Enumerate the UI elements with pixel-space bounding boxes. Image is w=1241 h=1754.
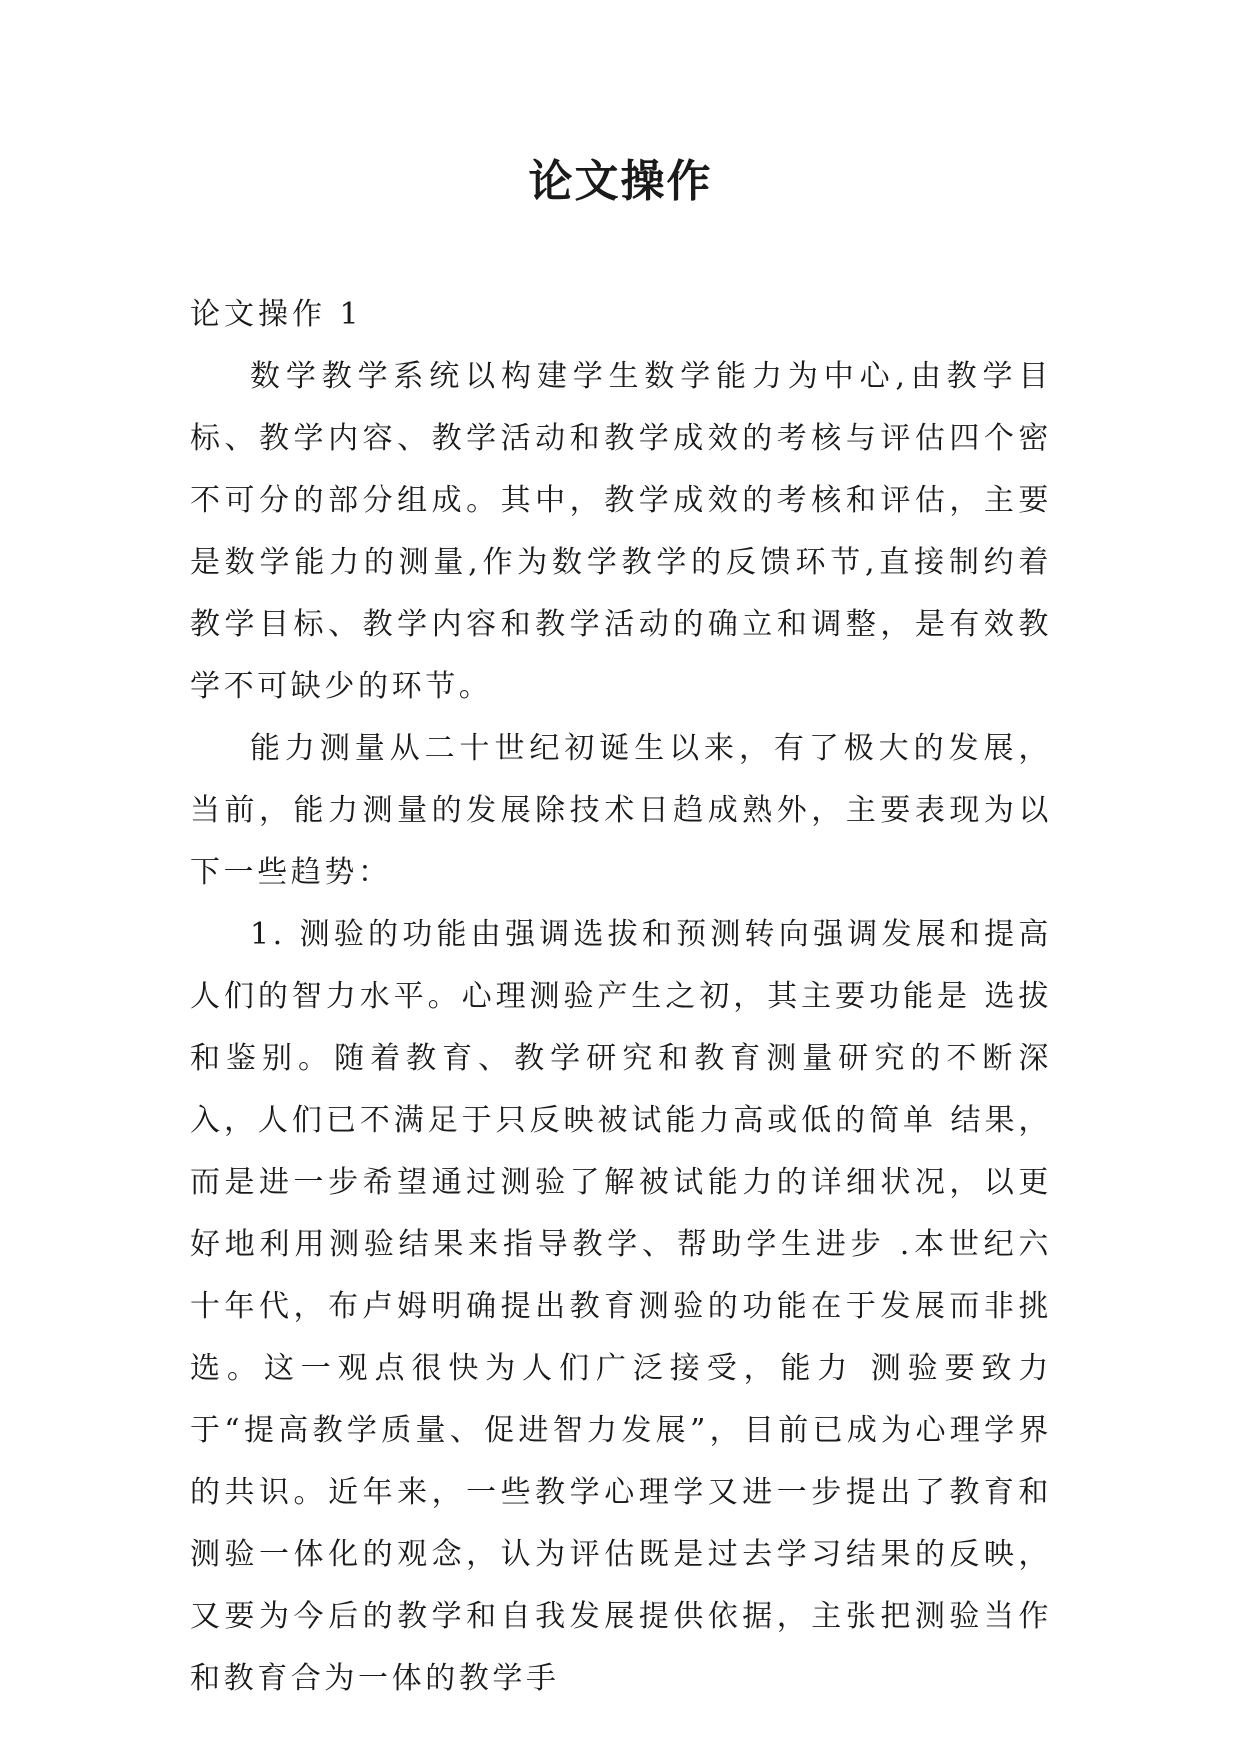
document-body	[190, 346, 1052, 1710]
paragraph: 能力测量从二十世纪初诞生以来，有了极大的发展，当前，能力测量的发展除技术日趋成熟外，主要表现为以下一些趋势：	[190, 731, 1052, 890]
paragraph: 数学教学系统以构建学生数学能力为中心,由教学目标、教学内容、教学活动和教学成效的考核与评估四个密不可分的部分组成。其中，教学成效的考核和评估，主要是数学能力的测量,作为数学教学的反馈环节,直接制约着教学目标、教学内容和教学活动的确立和调整，是有效教学不可缺少的环节。	[190, 359, 1052, 704]
document-title: 论文操作	[528, 156, 713, 207]
section-heading: 论文操作 1	[190, 297, 363, 332]
paragraph: 1. 测验的功能由强调选拔和预测转向强调发展和提高人们的智力水平。心理测验产生之初，其主要功能是 选拔和鉴别。随着教育、教学研究和教育测量研究的不断深入，人们已不满足于只反映被试能力高或低的简单 结果，而是进一步希望通过测验了解被试能力的详细状况，以更好地利用测验结果来指导教学、帮助学生进步 .本世纪六十年代，布卢姆明确提出教育测验的功能在于发展而非挑选。这一观点很快为人们广泛接受，能力 测验要致力于“提高教学质量、促进智力发展”，目前已成为心理学界的共识。近年来，一些教学心理学又进一步提出了教育和测验一体化的观念，认为评估既是过去学习结果的反映，又要为今后的教学和自我发展提供依据，主张把测验当作和教育合为一体的教学手	[190, 917, 1052, 1696]
